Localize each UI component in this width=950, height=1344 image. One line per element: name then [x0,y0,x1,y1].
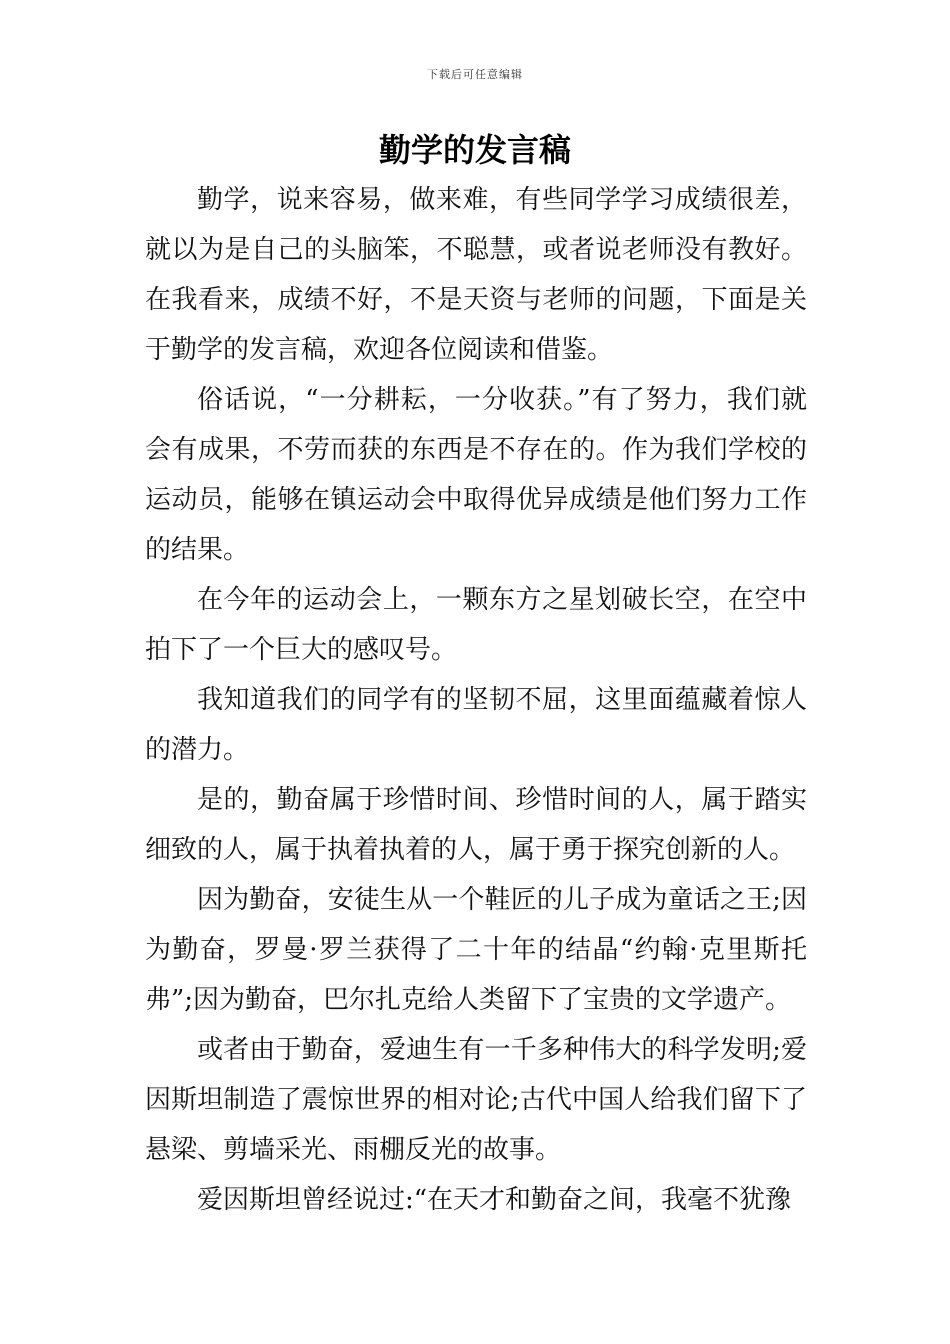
paragraph-3: 在今年的运动会上，一颗东方之星划破长空，在空中拍下了一个巨大的感叹号。 [145,585,807,665]
paragraph-1: 勤学，说来容易，做来难，有些同学学习成绩很差，就以为是自己的头脑笨，不聪慧，或者说老师没有教好。在我看来，成绩不好，不是天资与老师的问题，下面是关于勤学的发言稿，欢迎各位阅读和借鉴。 [145,185,807,365]
paragraph-2: 俗话说，“一分耕耘，一分收获。”有了努力，我们就会有成果，不劳而获的东西是不存在的。作为我们学校的运动员，能够在镇运动会中取得优异成绩是他们努力工作的结果。 [145,385,807,565]
paragraph-7: 或者由于勤奋，爱迪生有一千多种伟大的科学发明;爱因斯坦制造了震惊世界的相对论;古代中国人给我们留下了悬梁、剪墙采光、雨棚反光的故事。 [145,1035,807,1165]
paragraph-8: 爱因斯坦曾经说过:“在天才和勤奋之间，我毫不犹豫 [197,1185,792,1215]
document-title: 勤学的发言稿 [378,131,571,169]
paragraph-5: 是的，勤奋属于珍惜时间、珍惜时间的人，属于踏实细致的人，属于执着执着的人，属于勇于探究创新的人。 [145,785,807,865]
document-body [145,175,807,1225]
page-header-note: 下载后可任意编辑 [427,68,523,81]
paragraph-4: 我知道我们的同学有的坚韧不屈，这里面蕴藏着惊人的潜力。 [145,685,807,765]
paragraph-6: 因为勤奋，安徒生从一个鞋匠的儿子成为童话之王;因为勤奋，罗曼·罗兰获得了二十年的结晶“约翰·克里斯托弗”;因为勤奋，巴尔扎克给人类留下了宝贵的文学遗产。 [145,885,807,1015]
